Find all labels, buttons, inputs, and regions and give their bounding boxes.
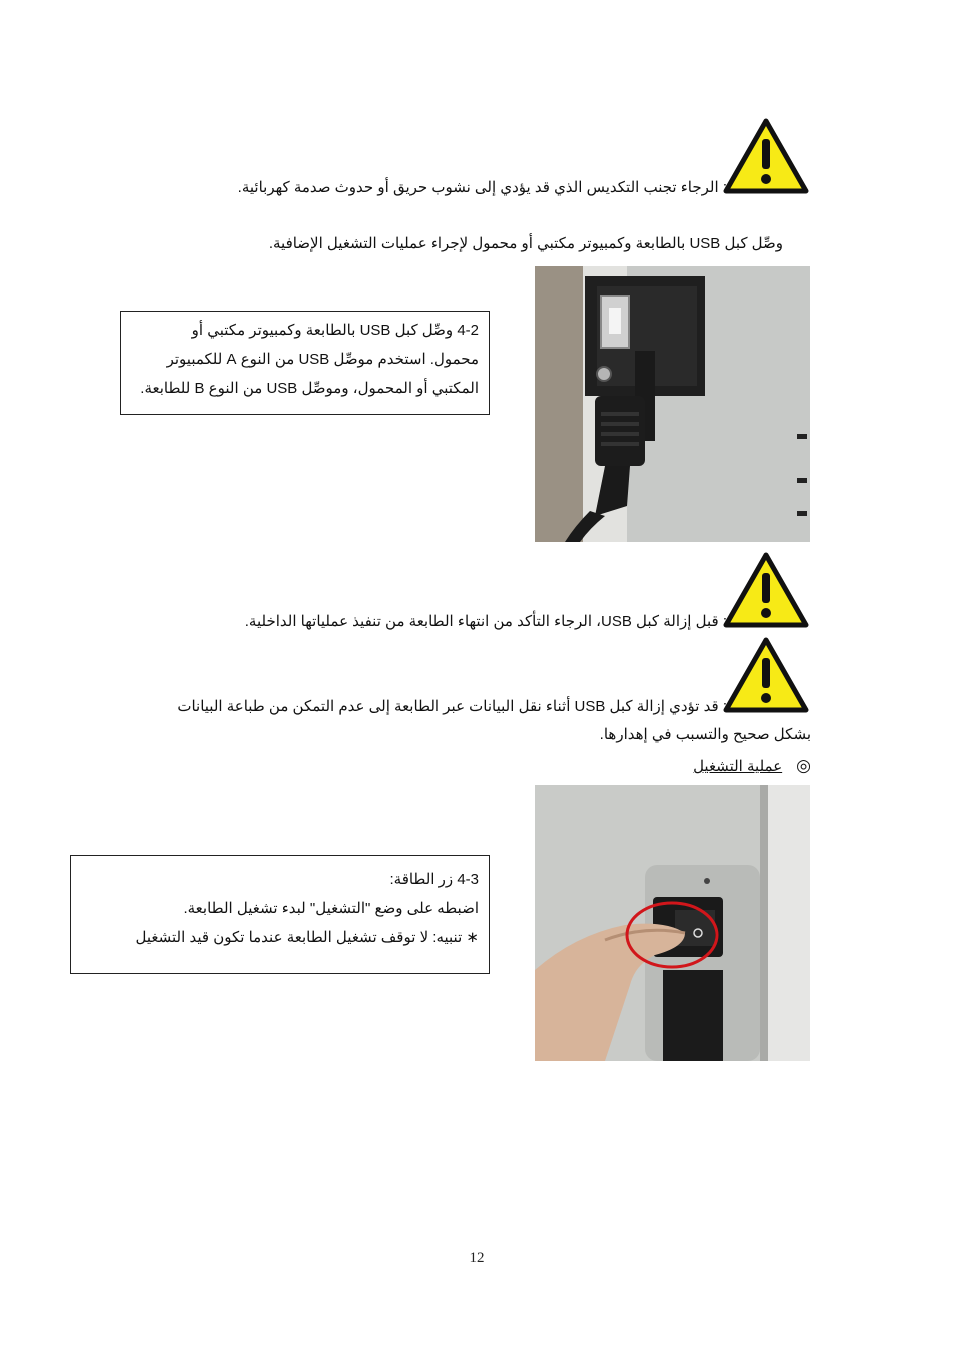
warning-triangle-icon — [722, 117, 810, 195]
warning-triangle-icon — [722, 551, 810, 629]
usb-box-line-3: المكتبي أو المحمول، وموصِّل USB من النوع B للطابعة. — [140, 380, 479, 397]
usb-intro-text: وصِّل كبل USB بالطابعة وكمبيوتر مكتبي أو محمول لإجراء عمليات التشغيل الإضافية. — [268, 235, 783, 252]
usb-port-photo — [535, 266, 810, 542]
power-box-line-3: ∗ تنبيه: لا توقف تشغيل الطابعة عندما تكون قيد التشغيل — [135, 929, 479, 946]
operation-heading-text: عملية التشغيل — [693, 758, 783, 775]
operation-heading — [693, 756, 811, 776]
warning-text-data-loss: : قد تؤدي إزالة كبل USB أثناء نقل البيانات عبر الطابعة إلى عدم التمكن من طباعة البيانات — [177, 698, 727, 715]
warning-triangle-icon — [722, 636, 810, 714]
power-switch-photo — [535, 785, 810, 1061]
power-box-line-1: 4-3 زر الطاقة: — [389, 871, 479, 888]
usb-box-line-1: 4-2 وصِّل كبل USB بالطابعة وكمبيوتر مكتبي أو — [191, 322, 479, 339]
usb-instruction-box — [120, 311, 490, 415]
warning-text-data-loss-cont: بشكل صحيح والتسبب في إهدارها. — [599, 726, 811, 743]
warning-text-overheat: : الرجاء تجنب التكديس الذي قد يؤدي إلى نشوب حريق أو حدوث صدمة كهربائية. — [237, 179, 727, 196]
usb-box-line-2: محمول. استخدم موصِّل USB من النوع A للكمبيوتر — [166, 351, 479, 368]
double-circle-icon: ◎ — [796, 756, 811, 775]
power-instruction-box — [70, 855, 490, 974]
warning-text-usb-removal: : قبل إزالة كبل USB، الرجاء التأكد من انتهاء الطابعة من تنفيذ عملياتها الداخلية. — [244, 613, 727, 630]
page-number: 12 — [469, 1250, 485, 1266]
power-box-line-2: اضبطه على وضع "التشغيل" لبدء تشغيل الطابعة. — [183, 900, 479, 917]
